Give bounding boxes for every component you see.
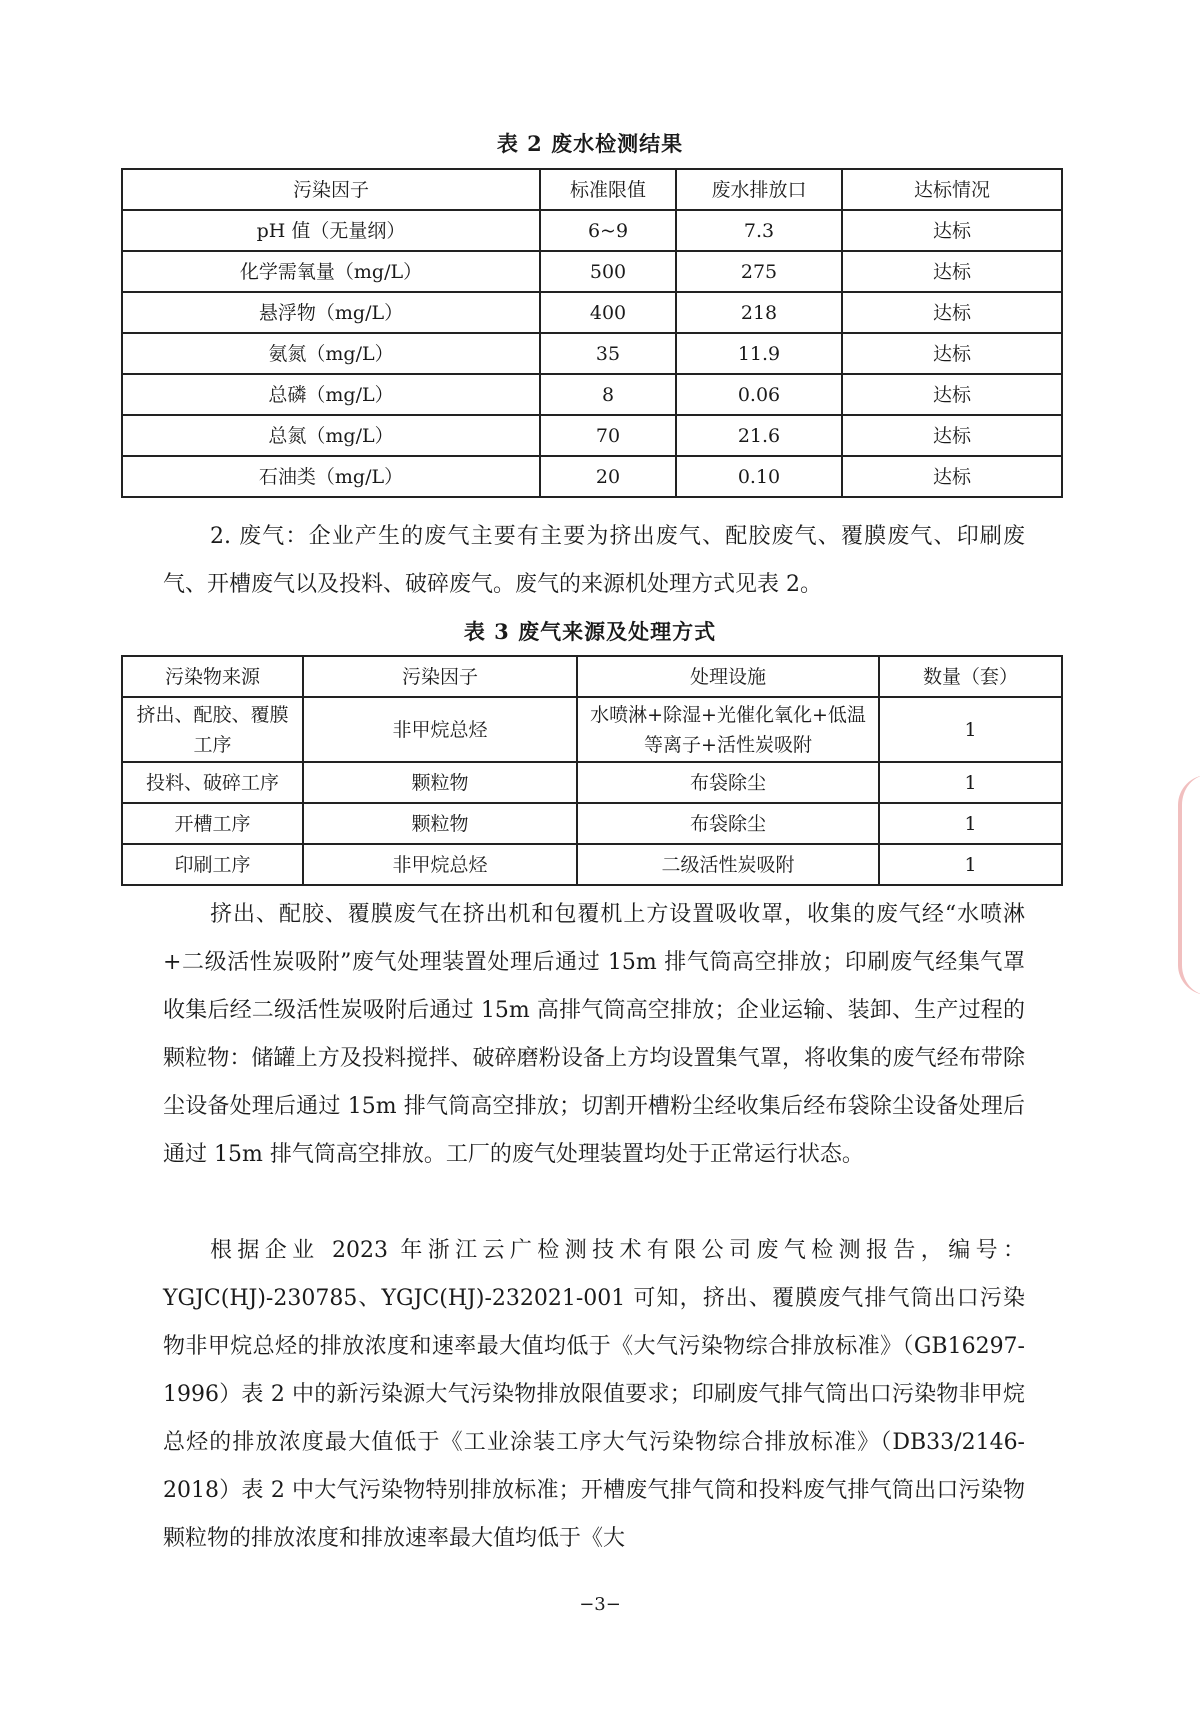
table-cell: 400 xyxy=(540,292,676,333)
table-cell: 非甲烷总烃 xyxy=(303,697,577,762)
table-header-row xyxy=(122,656,1062,697)
table-cell: 颗粒物 xyxy=(303,803,577,844)
table-cell: 二级活性炭吸附 xyxy=(577,844,879,885)
table3-caption: 表 3 废气来源及处理方式 xyxy=(463,619,717,644)
table-row xyxy=(122,333,1062,374)
table-cell: 218 xyxy=(676,292,842,333)
table-cell: 8 xyxy=(540,374,676,415)
table-cell: 达标 xyxy=(842,456,1062,497)
table-row xyxy=(122,844,1062,885)
table-cell: 开槽工序 xyxy=(122,803,303,844)
table-cell: 挤出、配胶、覆膜工序 xyxy=(122,697,303,762)
table-cell: 达标 xyxy=(842,374,1062,415)
table-cell: 氨氮（mg/L） xyxy=(122,333,540,374)
header-cell: 处理设施 xyxy=(577,656,879,697)
table-cell: 布袋除尘 xyxy=(577,762,879,803)
paragraph-waste-gas-intro: 2. 废气：企业产生的废气主要有主要为挤出废气、配胶废气、覆膜废气、印刷废气、开槽废气以及投料、破碎废气。废气的来源机处理方式见表 2。 xyxy=(163,524,1025,597)
table-cell: 石油类（mg/L） xyxy=(122,456,540,497)
table-cell: 7.3 xyxy=(676,210,842,251)
table-cell: 11.9 xyxy=(676,333,842,374)
wastewater-results-table xyxy=(121,168,1063,498)
table-row xyxy=(122,803,1062,844)
paragraph-treatment-description: 挤出、配胶、覆膜废气在挤出机和包覆机上方设置吸收罩，收集的废气经“水喷淋+二级活性炭吸附”废气处理装置处理后通过 15m 排气筒高空排放；印刷废气经集气罩收集后经二级活性炭吸附后通过 15m 高排气筒高空排放；企业运输、装卸、生产过程的颗粒物：储罐上方及投料搅拌、破碎磨粉设备上方均设置集气罩，将收集的废气经布带除尘设备处理后通过 15m 排气筒高空排放；切割开槽粉尘经收集后经布袋除尘设备处理后通过 15m 排气筒高空排放。工厂的废气处理装置均处于正常运行状态。 xyxy=(163,902,1025,1167)
table-row xyxy=(122,374,1062,415)
table-row xyxy=(122,762,1062,803)
table-cell: 20 xyxy=(540,456,676,497)
header-cell: 标准限值 xyxy=(540,169,676,210)
table-cell: 1 xyxy=(879,844,1062,885)
table-cell: 35 xyxy=(540,333,676,374)
header-cell: 达标情况 xyxy=(842,169,1062,210)
table-cell: 达标 xyxy=(842,292,1062,333)
table-row xyxy=(122,292,1062,333)
table-cell: 70 xyxy=(540,415,676,456)
table2-caption: 表 2 废水检测结果 xyxy=(496,131,684,156)
table-row xyxy=(122,210,1062,251)
table-cell: 1 xyxy=(879,803,1062,844)
table-row xyxy=(122,415,1062,456)
header-cell: 污染因子 xyxy=(303,656,577,697)
table-header-row xyxy=(122,169,1062,210)
table-cell: 1 xyxy=(879,697,1062,762)
table-cell: 水喷淋+除湿+光催化氧化+低温等离子+活性炭吸附 xyxy=(577,697,879,762)
table-cell: 悬浮物（mg/L） xyxy=(122,292,540,333)
table-cell: 达标 xyxy=(842,210,1062,251)
table-cell: 布袋除尘 xyxy=(577,803,879,844)
table-cell: pH 值（无量纲） xyxy=(122,210,540,251)
table-cell: 颗粒物 xyxy=(303,762,577,803)
table-cell: 印刷工序 xyxy=(122,844,303,885)
table-cell: 1 xyxy=(879,762,1062,803)
table-cell: 非甲烷总烃 xyxy=(303,844,577,885)
table-cell: 达标 xyxy=(842,333,1062,374)
table-cell: 达标 xyxy=(842,415,1062,456)
table-cell: 总氮（mg/L） xyxy=(122,415,540,456)
table-row xyxy=(122,697,1062,762)
table-cell: 500 xyxy=(540,251,676,292)
table-cell: 0.06 xyxy=(676,374,842,415)
header-cell: 废水排放口 xyxy=(676,169,842,210)
header-cell: 污染因子 xyxy=(122,169,540,210)
seal-stamp-fragment xyxy=(1178,775,1200,995)
header-cell: 数量（套） xyxy=(879,656,1062,697)
table-cell: 化学需氧量（mg/L） xyxy=(122,251,540,292)
header-cell: 污染物来源 xyxy=(122,656,303,697)
table-row xyxy=(122,456,1062,497)
table-row xyxy=(122,251,1062,292)
table-cell: 总磷（mg/L） xyxy=(122,374,540,415)
table-cell: 投料、破碎工序 xyxy=(122,762,303,803)
page-number: −3− xyxy=(579,1594,621,1615)
waste-gas-source-table xyxy=(121,655,1063,886)
table-cell: 21.6 xyxy=(676,415,842,456)
table-cell: 6~9 xyxy=(540,210,676,251)
table-cell: 0.10 xyxy=(676,456,842,497)
table-cell: 达标 xyxy=(842,251,1062,292)
paragraph-test-report-conclusion: 根据企业 2023 年浙江云广检测技术有限公司废气检测报告，编号：YGJC(HJ)-230785、YGJC(HJ)-232021-001 可知，挤出、覆膜废气排气筒出口污染物非甲烷总烃的排放浓度和速率最大值均低于《大气污染物综合排放标准》（GB16297-1996）表 2 中的新污染源大气污染物排放限值要求；印刷废气排气筒出口污染物非甲烷总烃的排放浓度最大值低于《工业涂装工序大气污染物综合排放标准》（DB33/2146-2018）表 2 中大气污染物特别排放标准；开槽废气排气筒和投料废气排气筒出口污染物颗粒物的排放浓度和排放速率最大值均低于《大 xyxy=(163,1238,1025,1551)
table-cell: 275 xyxy=(676,251,842,292)
